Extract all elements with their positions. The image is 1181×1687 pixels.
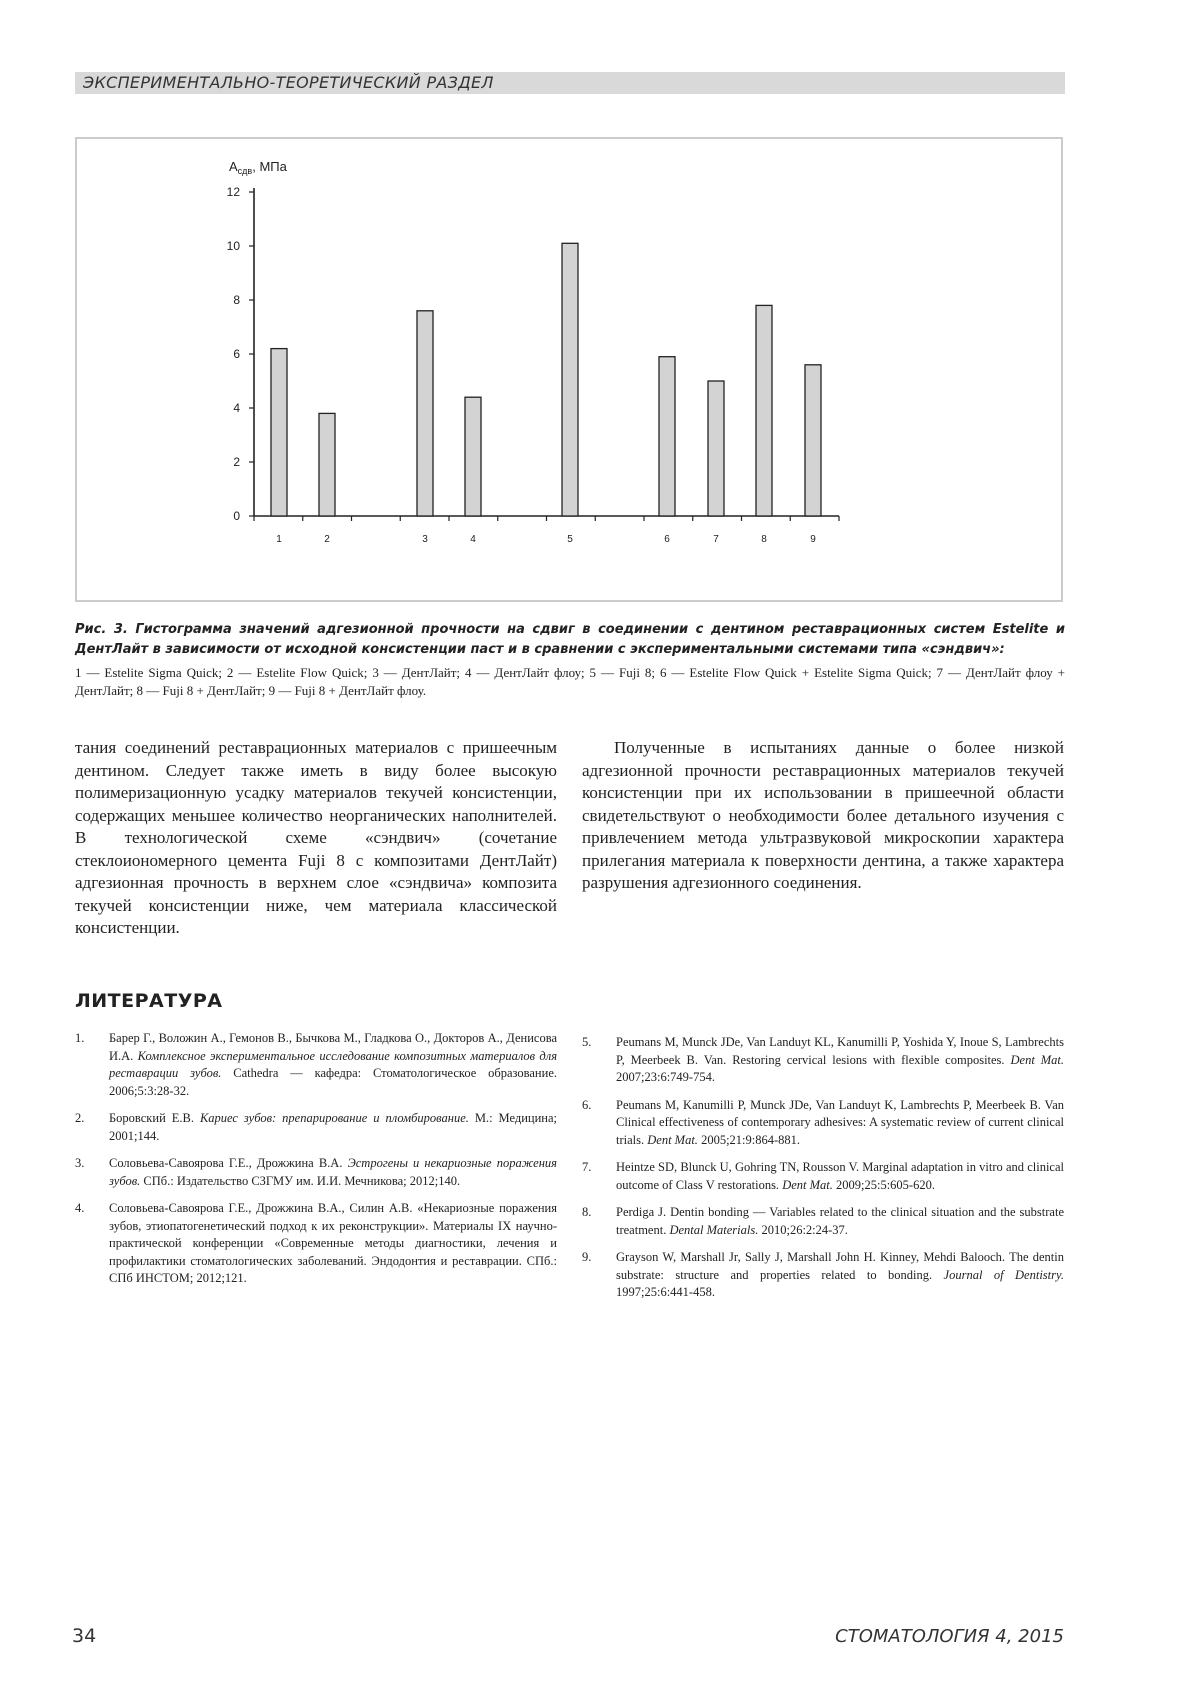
reference-number: 7. xyxy=(582,1160,592,1174)
reference-number: 9. xyxy=(582,1250,592,1264)
x-tick-label: 4 xyxy=(470,534,476,545)
x-tick-label: 5 xyxy=(567,534,573,545)
bar xyxy=(319,413,335,516)
reference-text: Perdiga J. Dentin bonding — Variables related to the clinical situation and the substrate treatment. xyxy=(616,1205,1064,1237)
y-axis-label-unit: , МПа xyxy=(252,159,287,174)
y-tick-label: 8 xyxy=(233,293,240,307)
reference-text: Барер Г., Воложин А., Гемонов В., Бычкова М., Гладкова О., Докторов А., Денисова И.А. xyxy=(109,1031,557,1063)
reference-item xyxy=(75,1030,557,1100)
y-tick-label: 6 xyxy=(233,347,240,361)
reference-source: 2009;25:5:605-620. xyxy=(832,1177,935,1192)
reference-title: Dental Materials. xyxy=(669,1222,759,1237)
reference-item xyxy=(582,1097,1064,1150)
x-tick-label: 1 xyxy=(276,534,282,545)
y-axis-label-sub: сдв xyxy=(237,166,253,176)
reference-number: 6. xyxy=(582,1097,592,1112)
reference-text: Heintze SD, Blunck U, Gohring TN, Rousson V. Marginal adaptation in vitro and clinical outcome of Class V restorations. xyxy=(616,1160,1064,1192)
y-tick-label: 12 xyxy=(226,185,240,199)
body-text-right: Полученные в испытаниях данные о более низкой адгезионной прочности реставрационных материалов текучей консистенции при их использовании в пришеечной области свидетельствуют о необходимости более детального изучения с привлечением метода ультразвуковой микроскопии характера прилегания материала к поверхности дентина, а также характера разрушения адгезионного соединения. xyxy=(582,738,1064,892)
reference-text: Боровский Е.В. xyxy=(109,1111,200,1125)
x-tick-label: 9 xyxy=(810,534,816,545)
figure-caption: Рис. 3. Гистограмма значений адгезионной прочности на сдвиг в соединении с дентином реставрационных систем Estelite и ДентЛайт в зависимости от исходной консистенции паст и в сравнении с экспериментальными системами типа «сэндвич»: xyxy=(75,622,1065,657)
reference-source: 2010;26:2:24-37. xyxy=(758,1222,848,1237)
reference-number: 5. xyxy=(582,1035,592,1049)
reference-source: 1997;25:6:441-458. xyxy=(616,1285,715,1299)
reference-title: Dent Mat. xyxy=(647,1132,698,1147)
reference-item xyxy=(75,1200,557,1288)
reference-source: Cathedra — кафедра: Стоматологическое образование. 2006;5:3:28-32. xyxy=(109,1066,557,1098)
bar xyxy=(708,381,724,516)
reference-item xyxy=(582,1249,1064,1302)
x-tick-label: 2 xyxy=(324,534,330,545)
bar xyxy=(659,357,675,516)
section-header xyxy=(75,72,1065,94)
reference-item xyxy=(582,1159,1064,1194)
figure-frame xyxy=(75,137,1063,602)
x-tick-label: 3 xyxy=(422,534,428,545)
reference-title: Journal of Dentistry. xyxy=(943,1267,1064,1282)
bar xyxy=(562,243,578,516)
bar-chart xyxy=(77,139,1061,600)
reference-item xyxy=(75,1110,557,1145)
reference-number: 1. xyxy=(75,1031,85,1045)
references-list-left xyxy=(75,1030,557,1298)
chart-plot-area xyxy=(227,185,839,545)
bar xyxy=(465,397,481,516)
reference-item xyxy=(582,1204,1064,1239)
page-number: 34 xyxy=(72,1625,97,1647)
references-list-right xyxy=(582,1034,1064,1312)
reference-number: 3. xyxy=(75,1156,85,1170)
y-axis-label xyxy=(229,159,288,176)
y-tick-label: 4 xyxy=(233,401,240,415)
y-tick-label: 2 xyxy=(233,455,240,469)
bar xyxy=(271,349,287,516)
reference-item xyxy=(582,1034,1064,1087)
journal-name: СТОМАТОЛОГИЯ 4, 2015 xyxy=(835,1626,1064,1647)
reference-title: Комплексное экспериментальное исследование композитных материалов для реставрации зубов. xyxy=(109,1048,558,1080)
reference-source: 2007;23:6:749-754. xyxy=(616,1070,715,1084)
x-tick-label: 7 xyxy=(713,534,719,545)
reference-title: Dent Mat. xyxy=(782,1177,833,1192)
x-tick-label: 8 xyxy=(761,534,767,545)
x-tick-label: 6 xyxy=(664,534,670,545)
reference-text: Соловьева-Савоярова Г.Е., Дрожжина В.А. xyxy=(109,1156,348,1170)
reference-number: 4. xyxy=(75,1201,85,1215)
y-tick-label: 10 xyxy=(226,239,240,253)
bar xyxy=(756,305,772,516)
reference-text: Grayson W, Marshall Jr, Sally J, Marshall John H. Kinney, Mehdi Balooch. The dentin substrate: structure and properties related to bonding. xyxy=(616,1250,1064,1282)
reference-source: 2005;21:9:864-881. xyxy=(697,1132,801,1147)
y-axis-label-main: A xyxy=(229,159,238,174)
y-tick-label: 0 xyxy=(233,509,240,523)
reference-text: Peumans M, Kanumilli P, Munck JDe, Van Landuyt K, Lambrechts P, Meerbeek B. Van Clinical effectiveness of contemporary adhesives: A systematic review of current clinical trials. xyxy=(616,1097,1064,1147)
bar xyxy=(417,311,433,516)
section-title: ЭКСПЕРИМЕНТАЛЬНО-ТЕОРЕТИЧЕСКИЙ РАЗДЕЛ xyxy=(83,73,494,92)
bar xyxy=(805,365,821,516)
reference-title: Кариес зубов: препарирование и пломбирование. xyxy=(199,1111,469,1125)
reference-source: СПб.: Издательство СЗГМУ им. И.И. Мечникова; 2012;140. xyxy=(140,1173,461,1188)
references-heading: ЛИТЕРАТУРА xyxy=(75,990,223,1012)
body-text-left: тания соединений реставрационных материалов с пришеечным дентином. Следует также иметь в виду более высокую полимеризационную усадку материалов текучей консистенции, содержащих меньшее количество неорганических наполнителей. В технологической схеме «сэндвич» (сочетание стеклоиономерного цемента Fuji 8 с композитами ДентЛайт) адгезионная прочность в верхнем слое «сэндвича» композита текучей консистенции ниже, чем материала классической консистенции. xyxy=(75,738,557,937)
reference-title: Dent Mat. xyxy=(1010,1052,1064,1067)
reference-item xyxy=(75,1155,557,1190)
reference-number: 8. xyxy=(582,1205,592,1219)
reference-text: Peumans M, Munck JDe, Van Landuyt KL, Kanumilli P, Yoshida Y, Inoue S, Lambrechts P, Meerbeek B. Van. Restoring cervical lesions with flexible composites. xyxy=(616,1035,1064,1067)
reference-text: Соловьева-Савоярова Г.Е., Дрожжина В.А., Силин А.В. «Некариозные поражения зубов, этиопатогенетический подход к их реконструкции». Материалы IX научно-практической конференции «Современные методы диагностики, лечения и профилактики стоматологических заболеваний. Эндодонтия и реставрации. СПб.: СПб ИНСТОМ; 2012;121. xyxy=(109,1201,557,1285)
reference-source: М.: Медицина; 2001;144. xyxy=(109,1111,558,1143)
figure-legend: 1 — Estelite Sigma Quick; 2 — Estelite Flow Quick; 3 — ДентЛайт; 4 — ДентЛайт флоу; 5 — Fuji 8; 6 — Estelite Flow Quick + Estelite Sigma Quick; 7 — ДентЛайт флоу + ДентЛайт; 8 — Fuji 8 + ДентЛайт; 9 — Fuji 8 + ДентЛайт флоу. xyxy=(75,665,1065,698)
reference-number: 2. xyxy=(75,1111,85,1125)
reference-title: Эстрогены и некариозные поражения зубов. xyxy=(109,1156,557,1188)
